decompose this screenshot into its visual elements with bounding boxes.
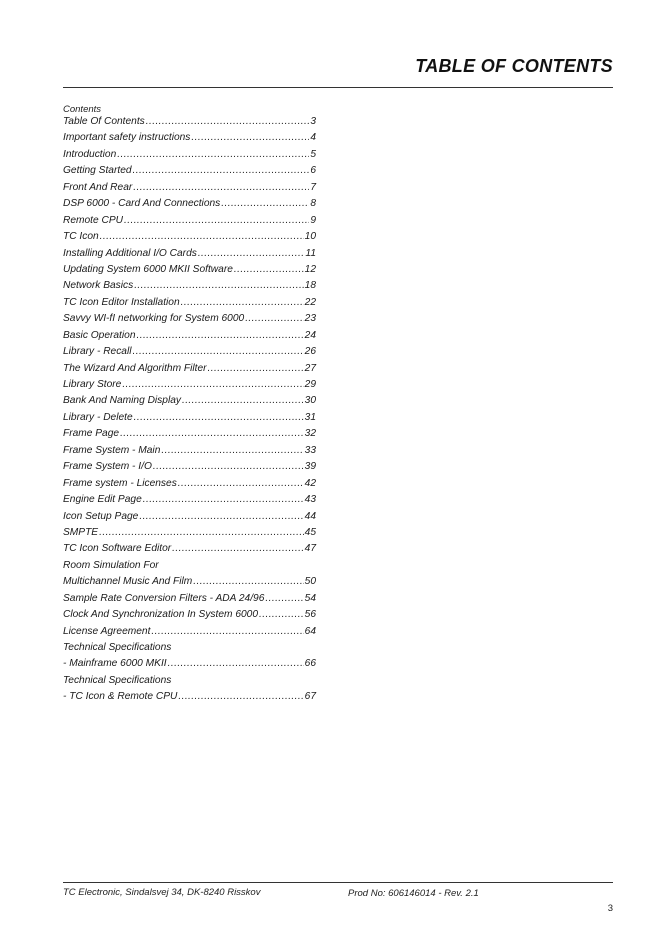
toc-entry-title: TC Icon Editor Installation	[63, 296, 180, 308]
toc-entry-title: Engine Edit Page	[63, 494, 142, 506]
page-number: 3	[607, 903, 613, 914]
toc-entry[interactable]	[63, 558, 316, 574]
toc-entry[interactable]	[63, 344, 316, 360]
toc-entry-page: 54	[304, 592, 316, 604]
toc-entry[interactable]	[63, 196, 316, 212]
dot-leader	[151, 624, 303, 640]
toc-entry-page: 26	[304, 346, 316, 358]
toc-entry[interactable]	[63, 163, 316, 179]
toc-entry[interactable]	[63, 689, 316, 705]
footer-address: TC Electronic, Sindalsvej 34, DK-8240 Risskov	[63, 887, 261, 898]
toc-entry-title: Installing Additional I/O Cards	[63, 247, 197, 259]
toc-entry[interactable]	[63, 361, 316, 377]
dot-leader	[168, 656, 304, 672]
dot-leader	[161, 443, 303, 459]
toc-entry-title: Library Store	[63, 379, 122, 390]
toc-entry[interactable]	[63, 246, 316, 262]
dot-leader	[133, 180, 309, 196]
toc-entry-title: Bank And Naming Display	[63, 395, 181, 407]
toc-entry-title: Frame system - Licenses	[63, 477, 177, 489]
toc-entry[interactable]	[63, 656, 316, 672]
footer-product-number: Prod No: 606146014 - Rev. 2.1	[348, 888, 479, 899]
toc-entry-page: 27	[304, 362, 316, 374]
toc-entry-page: 42	[304, 477, 316, 489]
toc-entry-page: 66	[304, 658, 316, 670]
toc-entry-title: TC Icon	[63, 231, 99, 243]
toc-entry[interactable]	[63, 213, 316, 229]
toc-entry-page: 29	[304, 379, 316, 390]
dot-leader	[259, 607, 304, 623]
toc-entry-title: Remote CPU	[63, 214, 124, 226]
toc-entry-title: Technical Specifications	[63, 674, 172, 686]
dot-leader	[134, 410, 304, 426]
toc-entry-title: SMPTE	[63, 526, 99, 538]
toc-entry-page: 11	[305, 247, 316, 259]
toc-entry-page: 3	[310, 116, 316, 127]
dot-leader	[146, 114, 310, 130]
dot-leader	[193, 574, 303, 590]
toc-entry[interactable]	[63, 525, 316, 541]
toc-entry[interactable]	[63, 377, 316, 393]
toc-entry-title: Important safety instructions	[63, 132, 191, 144]
toc-entry-title: Introduction	[63, 148, 117, 160]
toc-entry-page: 47	[304, 543, 316, 555]
toc-entry[interactable]	[63, 311, 316, 327]
toc-entry-title: Library - Recall	[63, 346, 132, 358]
toc-entry-page: 23	[304, 313, 316, 325]
toc-entry[interactable]	[63, 509, 316, 525]
toc-entry-title: Room Simulation For	[63, 559, 159, 571]
toc-entry[interactable]	[63, 229, 316, 245]
toc-entry-page: 10	[304, 231, 316, 243]
toc-entry-title: Frame System - Main	[63, 444, 161, 456]
toc-entry-title: Network Basics	[63, 280, 134, 292]
toc-entry[interactable]	[63, 443, 316, 459]
toc-entry-title: - TC Icon & Remote CPU	[63, 691, 178, 703]
toc-entry-page: 30	[304, 395, 316, 407]
dot-leader	[143, 492, 304, 508]
dot-leader	[99, 525, 304, 541]
dot-leader	[221, 196, 309, 212]
toc-entry[interactable]	[63, 426, 316, 442]
toc-entry-title: Technical Specifications	[63, 642, 172, 653]
toc-entry-title: TC Icon Software Editor	[63, 543, 172, 555]
toc-entry[interactable]	[63, 295, 316, 311]
toc-entry-title: Updating System 6000 MKII Software	[63, 263, 233, 275]
dot-leader	[124, 213, 309, 229]
toc-entry[interactable]	[63, 278, 316, 294]
toc-entry-page: 44	[304, 510, 316, 522]
toc-entry[interactable]	[63, 459, 316, 475]
toc-entry-title: Icon Setup Page	[63, 510, 139, 522]
toc-entry[interactable]	[63, 624, 316, 640]
dot-leader	[117, 147, 309, 163]
toc-entry[interactable]	[63, 130, 316, 146]
toc-entry-page: 32	[304, 428, 316, 440]
toc-entry-page: 50	[304, 576, 316, 588]
toc-entry-title: Front And Rear	[63, 181, 133, 193]
toc-entry-page: 67	[304, 691, 316, 703]
toc-entry-title: Getting Started	[63, 165, 132, 177]
toc-entry-title: Frame System - I/O	[63, 461, 152, 473]
toc-entry-title: License Agreement	[63, 625, 151, 637]
toc-entry-page: 45	[304, 526, 316, 538]
toc-entry[interactable]	[63, 640, 316, 656]
toc-entry-page: 6	[310, 165, 316, 177]
toc-entry[interactable]	[63, 607, 316, 623]
toc-entry-title: DSP 6000 - Card And Connections	[63, 198, 221, 210]
dot-leader	[120, 426, 304, 442]
dot-leader	[182, 393, 304, 409]
table-of-contents	[63, 114, 316, 706]
dot-leader	[198, 246, 305, 262]
toc-entry-page: 56	[304, 609, 316, 621]
toc-entry-title: Frame Page	[63, 428, 120, 440]
toc-entry[interactable]	[63, 591, 316, 607]
toc-entry-title: Multichannel Music And Film	[63, 576, 193, 588]
dot-leader	[136, 328, 303, 344]
toc-entry-page: 9	[310, 214, 316, 226]
toc-entry[interactable]	[63, 492, 316, 508]
toc-entry-page: 12	[304, 263, 316, 275]
dot-leader	[133, 344, 304, 360]
toc-entry-page: 7	[310, 181, 316, 193]
dot-leader	[245, 311, 303, 327]
dot-leader	[153, 459, 304, 475]
toc-entry-page: 18	[304, 280, 316, 292]
toc-entry-title: - Mainframe 6000 MKII	[63, 658, 167, 670]
dot-leader	[191, 130, 309, 146]
toc-entry[interactable]	[63, 393, 316, 409]
toc-entry-page: 22	[304, 296, 316, 308]
dot-leader	[133, 163, 310, 179]
toc-entry-page: 64	[304, 625, 316, 637]
toc-entry-title: Basic Operation	[63, 329, 136, 341]
dot-leader	[139, 509, 303, 525]
toc-entry[interactable]	[63, 180, 316, 196]
footer-divider	[63, 882, 613, 883]
dot-leader	[178, 476, 304, 492]
toc-entry-title: The Wizard And Algorithm Filter	[63, 362, 207, 374]
dot-leader	[100, 229, 304, 245]
dot-leader	[265, 591, 303, 607]
toc-entry[interactable]	[63, 541, 316, 557]
toc-entry-page: 43	[304, 494, 316, 506]
dot-leader	[178, 689, 303, 705]
dot-leader	[208, 361, 304, 377]
toc-entry-page: 33	[304, 444, 316, 456]
toc-entry-page: 4	[310, 132, 316, 144]
toc-entry[interactable]	[63, 410, 316, 426]
toc-entry[interactable]	[63, 574, 316, 590]
dot-leader	[172, 541, 304, 557]
toc-entry-page: 8	[310, 198, 316, 210]
toc-entry-page: 31	[304, 411, 316, 423]
toc-entry-title: Savvy WI-fI networking for System 6000	[63, 313, 245, 325]
toc-entry-title: Library - Delete	[63, 411, 133, 423]
page-title: TABLE OF CONTENTS	[415, 56, 613, 76]
dot-leader	[234, 262, 304, 278]
toc-entry[interactable]	[63, 147, 316, 163]
dot-leader	[122, 377, 303, 393]
toc-entry-page: 5	[310, 148, 316, 160]
toc-entry[interactable]	[63, 114, 316, 130]
toc-entry[interactable]	[63, 328, 316, 344]
contents-label: Contents	[63, 104, 102, 115]
toc-entry-title: Sample Rate Conversion Filters - ADA 24/96	[63, 592, 265, 604]
toc-entry[interactable]	[63, 673, 316, 689]
toc-entry-title: Clock And Synchronization In System 6000	[63, 609, 258, 621]
toc-entry-page: 39	[304, 461, 316, 473]
toc-entry[interactable]	[63, 262, 316, 278]
header-divider	[63, 87, 613, 88]
toc-entry-title: Table Of Contents	[63, 116, 145, 127]
toc-entry-page: 24	[304, 329, 316, 341]
toc-entry[interactable]	[63, 476, 316, 492]
dot-leader	[134, 278, 303, 294]
dot-leader	[181, 295, 304, 311]
